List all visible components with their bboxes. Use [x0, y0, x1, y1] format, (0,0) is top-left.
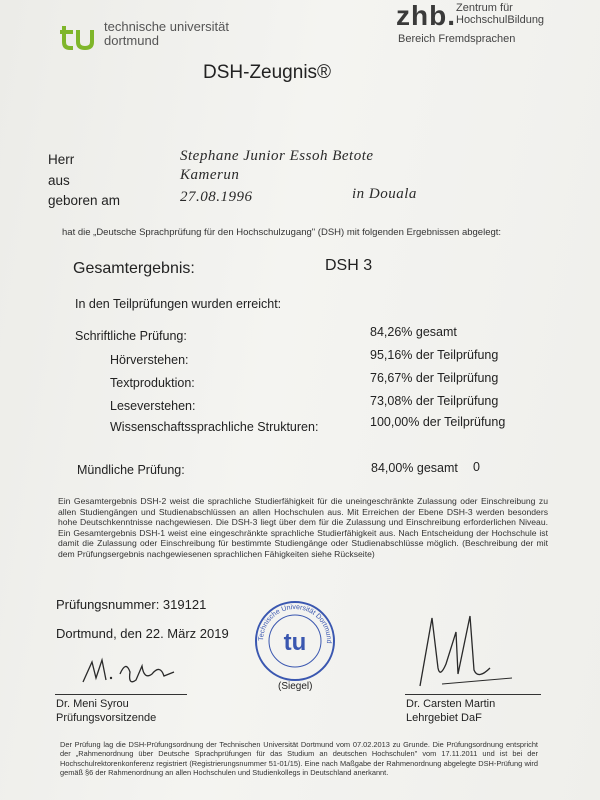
teil-label: Hörverstehen: — [110, 353, 189, 367]
schriftliche-value: 84,26% gesamt — [370, 325, 457, 339]
intro-text: hat die „Deutsche Sprachprüfung für den Hochschulzugang" (DSH) mit folgenden Ergebnissen abgelegt: — [62, 227, 502, 238]
signatory-left-role: Prüfungsvorsitzende — [56, 712, 157, 724]
teil-value: 76,67% der Teilprüfung — [370, 371, 499, 385]
pruefungsnummer: Prüfungsnummer: 319121 — [56, 597, 207, 612]
birthplace: in Douala — [352, 186, 417, 202]
tu-name-line1: technische universität — [104, 19, 230, 34]
university-seal-icon — [254, 600, 336, 682]
zhb-bereich: Bereich Fremdsprachen — [398, 33, 516, 45]
muendliche-label: Mündliche Prüfung: — [77, 463, 185, 477]
tu-dortmund-logo-icon — [60, 20, 100, 52]
teil-label: Leseverstehen: — [110, 399, 196, 413]
signatory-right-role: Lehrgebiet DaF — [406, 712, 482, 724]
birthdate: 27.08.1996 — [180, 189, 253, 205]
tu-name — [104, 20, 229, 48]
geboren-label: geboren am — [48, 193, 121, 208]
zhb-line1: Zentrum für — [456, 2, 513, 14]
signatory-left-name: Dr. Meni Syrou — [56, 698, 129, 710]
herr-label: Herr — [48, 152, 75, 167]
teil-value: 100,00% der Teilprüfung — [370, 415, 506, 429]
seal-label: (Siegel) — [278, 681, 313, 692]
signatory-right-name: Dr. Carsten Martin — [406, 698, 496, 710]
teil-value: 73,08% der Teilprüfung — [370, 394, 499, 408]
zhb-subtitle — [456, 2, 544, 26]
teil-label: Textproduktion: — [110, 376, 195, 390]
seal-center-text: tu — [283, 629, 307, 656]
footer-paragraph: Der Prüfung lag die DSH-Prüfungsordnung der Technischen Universität Dortmund vom 07.02.2013 zu Grunde. Die Prüfungsordnung entspricht der „Rahmenordnung über Deutsche Sprachprüfungen für das Studium an deutschen Hochschulen" vom 17.11.2011 und ist bei der Hochschulrektorenkonferenz registriert (Registrierungsnummer 51-01/15). Eine nach Maßgabe der Rahmenordnung abgelegte DSH-Prüfung wird gemäß §6 der Rahmenordnung an allen Hochschulen und Studienkollegs in Deutschland anerkannt. — [60, 740, 538, 777]
ort-datum: Dortmund, den 22. März 2019 — [56, 626, 229, 641]
seal-ring-text: Technische Universität Dortmund — [257, 603, 333, 644]
teil-value: 95,16% der Teilprüfung — [370, 348, 499, 362]
page-title: DSH-Zeugnis® — [203, 62, 332, 83]
explanation-paragraph: Ein Gesamtergebnis DSH-2 weist die sprachliche Studierfähigkeit für die uneingeschränkte Zulassung oder Einschreibung zu allen Studiengängen und Studienabschlüssen an allen Hochschulen aus. Mit Erreichen der Ebene DSH-3 werden besonders hohe Deutschkenntnisse nachgewiesen. Die DSH-3 liegt über dem für die Zulassung und Einschreibung erforderlichen Niveau. Ein Gesamtergebnis DSH-1 weist eine eingeschränkte sprachliche Studierfähigkeit aus. Nach Entscheidung der Hochschule ist damit die Zulassung oder Einschreibung für bestimmte Studiengänge oder Studienabschlüsse möglich. (Beschreibung der mit dem Prüfungsergebnis nachgewiesenen sprachlichen Fähigkeiten siehe Rückseite) — [58, 496, 548, 559]
aus-label: aus — [48, 173, 70, 188]
schriftliche-label: Schriftliche Prüfung: — [75, 329, 187, 343]
teil-label: Wissenschaftssprachliche Strukturen: — [110, 420, 319, 434]
muendliche-value: 84,00% gesamt — [371, 461, 458, 475]
zhb-logo: zhb. — [396, 0, 456, 31]
gesamtergebnis-value: DSH 3 — [325, 257, 373, 274]
signature-line-left — [55, 694, 187, 695]
candidate-name: Stephane Junior Essoh Betote — [180, 148, 374, 164]
tu-name-line2: dortmund — [104, 33, 159, 48]
signature-line-right — [405, 694, 541, 695]
gesamtergebnis-label: Gesamtergebnis: — [73, 260, 195, 277]
muendliche-mark: 0 — [473, 460, 480, 474]
zhb-line2: HochschulBildung — [456, 14, 545, 26]
country: Kamerun — [180, 167, 240, 183]
signature-left — [78, 652, 188, 692]
signature-right — [412, 608, 522, 692]
teil-intro: In den Teilprüfungen wurden erreicht: — [75, 297, 282, 311]
